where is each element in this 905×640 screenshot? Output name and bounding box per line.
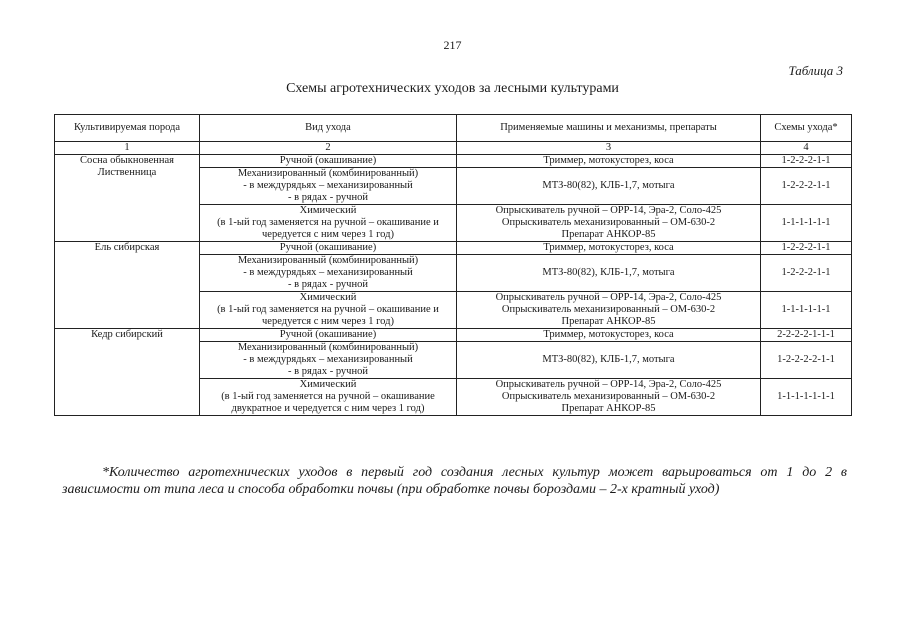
scheme-cell: 1-2-2-2-1-1 — [761, 242, 852, 255]
care-type-line: Химический — [299, 292, 357, 303]
machines-line: Триммер, мотокусторез, коса — [543, 155, 674, 166]
care-type-line: чередуется с ним через 1 год) — [262, 316, 394, 327]
header-breed: Культивируемая порода — [55, 115, 200, 142]
scheme-cell: 1-2-2-2-1-1 — [761, 155, 852, 168]
breed-name: Ель сибирская — [94, 242, 160, 253]
care-type-line: Химический — [299, 379, 357, 390]
page-number: 217 — [443, 38, 462, 52]
machines-line: Препарат АНКОР-85 — [561, 316, 656, 327]
machines-line: Опрыскиватель механизированный – ОМ-630-2 — [501, 217, 716, 228]
care-type-cell — [200, 205, 457, 242]
scheme-cell: 1-1-1-1-1-1 — [761, 292, 852, 329]
care-type-cell — [200, 242, 457, 255]
care-type-cell — [200, 255, 457, 292]
machines-cell — [457, 242, 761, 255]
machines-line: МТЗ-80(82), КЛБ-1,7, мотыга — [542, 267, 675, 278]
care-type-line: (в 1-ый год заменяется на ручной – окашивание и — [217, 304, 439, 315]
table-row — [55, 329, 852, 342]
header-schemes: Схемы ухода* — [761, 115, 852, 142]
machines-line: Триммер, мотокусторез, коса — [543, 329, 674, 340]
machines-cell — [457, 255, 761, 292]
breed-name: Кедр сибирский — [91, 329, 163, 340]
care-type-line: Механизированный (комбинированный) — [237, 255, 419, 266]
machines-line: Опрыскиватель ручной – ОРР-14, Эра-2, Соло-425 — [495, 379, 722, 390]
machines-line: Триммер, мотокусторез, коса — [543, 242, 674, 253]
care-type-cell — [200, 168, 457, 205]
machines-line: Препарат АНКОР-85 — [561, 403, 656, 414]
care-type-line: Химический — [299, 205, 357, 216]
column-number: 3 — [457, 142, 761, 155]
care-type-line: - в междурядьях – механизированный — [243, 354, 413, 365]
machines-line: Опрыскиватель механизированный – ОМ-630-2 — [501, 391, 716, 402]
care-type-line: - в междурядьях – механизированный — [243, 267, 413, 278]
table-row — [55, 155, 852, 168]
machines-cell — [457, 292, 761, 329]
machines-line: МТЗ-80(82), КЛБ-1,7, мотыга — [542, 180, 675, 191]
breed-name: Лиственница — [97, 167, 157, 178]
care-type-line: - в междурядьях – механизированный — [243, 180, 413, 191]
machines-line: Препарат АНКОР-85 — [561, 229, 656, 240]
care-type-line: - в рядах - ручной — [288, 366, 368, 377]
breed-cell — [55, 242, 200, 329]
table-row — [55, 242, 852, 255]
header-machines: Применяемые машины и механизмы, препараты — [457, 115, 761, 142]
machines-line: Опрыскиватель механизированный – ОМ-630-2 — [501, 304, 716, 315]
machines-cell — [457, 379, 761, 416]
care-type-line: (в 1-ый год заменяется на ручной – окашивание — [221, 391, 435, 402]
column-number-row — [55, 142, 852, 155]
breed-cell — [55, 155, 200, 242]
table-label: Таблица 3 — [788, 63, 843, 78]
machines-cell — [457, 329, 761, 342]
care-type-cell — [200, 379, 457, 416]
care-type-line: двукратное и чередуется с ним через 1 год) — [231, 403, 425, 414]
scheme-cell: 1-1-1-1-1-1-1 — [761, 379, 852, 416]
machines-cell — [457, 168, 761, 205]
scheme-cell: 1-2-2-2-1-1 — [761, 168, 852, 205]
care-type-line: (в 1-ый год заменяется на ручной – окашивание и — [217, 217, 439, 228]
machines-line: Опрыскиватель ручной – ОРР-14, Эра-2, Соло-425 — [495, 205, 722, 216]
scheme-cell: 2-2-2-2-1-1-1 — [761, 329, 852, 342]
column-number: 4 — [761, 142, 852, 155]
footnote: *Количество агротехнических уходов в первый год создания лесных культур может варьироваться от 1 до 2 в зависимости от типа леса и способа обработки почвы (при обработке почвы бороздами – 2-х кратный уход) — [62, 465, 847, 497]
breed-cell — [55, 329, 200, 416]
scheme-cell: 1-2-2-2-2-1-1 — [761, 342, 852, 379]
machines-cell — [457, 155, 761, 168]
care-type-cell — [200, 329, 457, 342]
care-type-line: чередуется с ним через 1 год) — [262, 229, 394, 240]
scheme-cell: 1-2-2-2-1-1 — [761, 255, 852, 292]
machines-line: МТЗ-80(82), КЛБ-1,7, мотыга — [542, 354, 675, 365]
scheme-cell: 1-1-1-1-1-1 — [761, 205, 852, 242]
machines-cell — [457, 342, 761, 379]
care-type-line: Ручной (окашивание) — [279, 155, 377, 166]
breed-name: Сосна обыкновенная — [80, 155, 174, 166]
machines-line: Опрыскиватель ручной – ОРР-14, Эра-2, Соло-425 — [495, 292, 722, 303]
column-number: 2 — [200, 142, 457, 155]
care-type-line: Механизированный (комбинированный) — [237, 342, 419, 353]
table-header-row — [55, 115, 852, 142]
machines-cell — [457, 205, 761, 242]
care-type-line: - в рядах - ручной — [288, 279, 368, 290]
care-type-line: - в рядах - ручной — [288, 192, 368, 203]
care-schemes-table — [54, 114, 852, 416]
care-type-line: Ручной (окашивание) — [279, 242, 377, 253]
column-number: 1 — [55, 142, 200, 155]
header-care-type: Вид ухода — [200, 115, 457, 142]
document-title: Схемы агротехнических уходов за лесными культурами — [286, 81, 619, 96]
care-type-line: Ручной (окашивание) — [279, 329, 377, 340]
care-type-cell — [200, 342, 457, 379]
care-type-line: Механизированный (комбинированный) — [237, 168, 419, 179]
care-type-cell — [200, 292, 457, 329]
care-type-cell — [200, 155, 457, 168]
